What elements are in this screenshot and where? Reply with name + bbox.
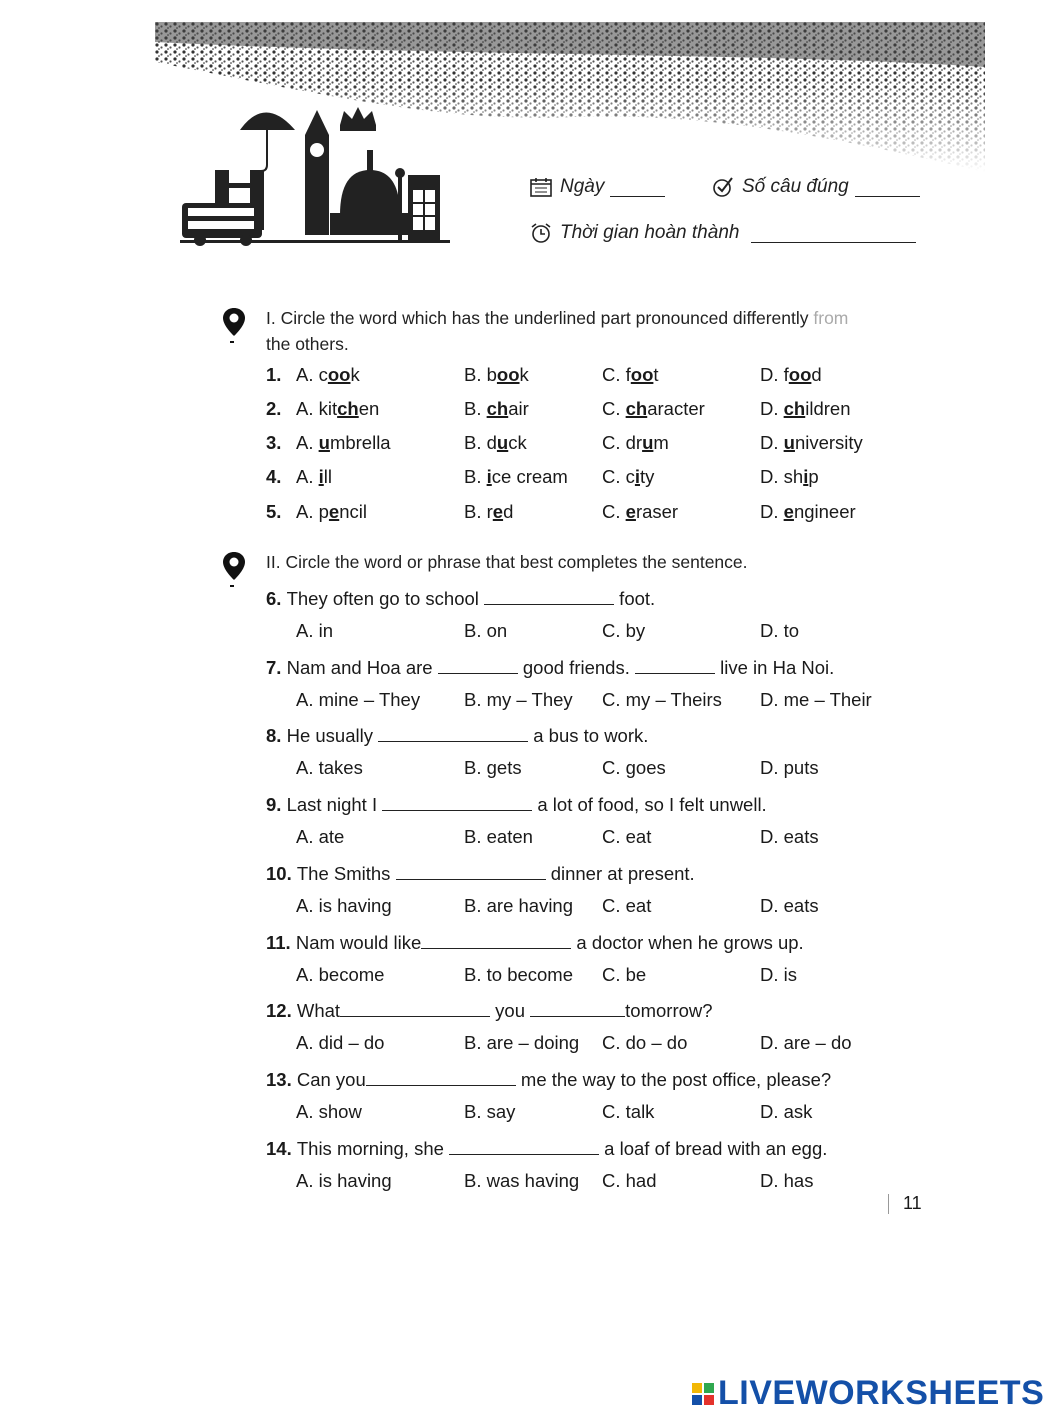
answer-blank[interactable]: [438, 655, 518, 674]
section2-title: II. Circle the word or phrase that best completes the sentence.: [266, 552, 748, 572]
question-sentence: 10. The Smiths dinner at present.: [266, 862, 695, 884]
answer-option[interactable]: D. has: [760, 1169, 814, 1191]
date-blank[interactable]: [610, 178, 665, 197]
date-field: [530, 176, 665, 198]
completion-time-field: [530, 222, 916, 244]
location-pin-icon: [222, 550, 246, 590]
answer-option[interactable]: C. drum: [602, 432, 669, 453]
answer-blank[interactable]: [340, 998, 490, 1017]
question-sentence: 7. Nam and Hoa are good friends. live in Ha Noi.: [266, 656, 835, 678]
question-number-label: 5.: [266, 501, 282, 522]
answer-option[interactable]: A. ate: [296, 826, 345, 848]
question-number-label: 1.: [266, 364, 282, 385]
logo-mark-icon: [692, 1383, 714, 1405]
answer-option[interactable]: D. ship: [760, 466, 819, 487]
answer-option[interactable]: D. eats: [760, 894, 819, 916]
answer-option[interactable]: D. puts: [760, 757, 819, 779]
answer-blank[interactable]: [396, 861, 546, 880]
answer-option[interactable]: B. book: [464, 364, 529, 385]
answer-option[interactable]: C. foot: [602, 364, 659, 385]
answer-option[interactable]: D. university: [760, 432, 863, 453]
question-number-label: 11.: [266, 931, 296, 953]
question-sentence: 13. Can you me the way to the post office, please?: [266, 1068, 832, 1090]
answer-option[interactable]: B. my – They: [464, 688, 573, 710]
correct-count-blank[interactable]: [855, 178, 920, 197]
answer-option[interactable]: C. character: [602, 398, 705, 419]
answer-option[interactable]: C. eat: [602, 826, 652, 848]
answer-option[interactable]: B. was having: [464, 1169, 580, 1191]
question-number: [266, 501, 281, 529]
answer-blank[interactable]: [378, 723, 528, 742]
question-number-label: 12.: [266, 1000, 297, 1022]
question-number-label: 4.: [266, 466, 282, 487]
answer-blank[interactable]: [366, 1067, 516, 1086]
location-pin-icon: [222, 306, 246, 346]
correct-count-label: Số câu đúng: [742, 176, 849, 197]
answer-option[interactable]: A. become: [296, 963, 385, 985]
answer-option[interactable]: B. to become: [464, 963, 574, 985]
answer-option[interactable]: D. eats: [760, 826, 819, 848]
question-number-label: 10.: [266, 862, 297, 884]
answer-option[interactable]: A. is having: [296, 1169, 392, 1191]
answer-option[interactable]: C. talk: [602, 1100, 655, 1122]
answer-option[interactable]: A. show: [296, 1100, 362, 1122]
answer-option[interactable]: C. eat: [602, 894, 652, 916]
answer-option[interactable]: A. is having: [296, 894, 392, 916]
page-number: 11: [888, 1193, 922, 1214]
answer-option[interactable]: A. did – do: [296, 1032, 385, 1054]
answer-option[interactable]: D. me – Their: [760, 688, 872, 710]
question-sentence: 9. Last night I a lot of food, so I felt unwell.: [266, 794, 767, 816]
question-number: [266, 364, 281, 392]
answer-option[interactable]: C. by: [602, 620, 646, 641]
answer-option[interactable]: B. red: [464, 501, 514, 522]
answer-option[interactable]: D. is: [760, 963, 797, 985]
answer-option[interactable]: A. ill: [296, 466, 332, 487]
answer-blank[interactable]: [530, 998, 625, 1017]
answer-option[interactable]: D. are – do: [760, 1032, 852, 1054]
question-number-label: 6.: [266, 588, 287, 609]
liveworksheets-logo: LIVEWORKSHEETS: [692, 1374, 1044, 1413]
question-number-label: 7.: [266, 656, 287, 678]
answer-option[interactable]: C. be: [602, 963, 647, 985]
answer-option[interactable]: C. had: [602, 1169, 657, 1191]
alarm-clock-icon: [530, 222, 552, 244]
answer-option[interactable]: C. do – do: [602, 1032, 688, 1054]
completion-time-label: Thời gian hoàn thành: [560, 222, 740, 243]
question-number-label: 13.: [266, 1068, 297, 1090]
answer-option[interactable]: C. eraser: [602, 501, 679, 522]
calendar-icon: [530, 177, 552, 197]
question-sentence: 11. Nam would like a doctor when he grows up.: [266, 931, 804, 953]
answer-option[interactable]: A. pencil: [296, 501, 367, 522]
question-sentence: 6. They often go to school foot.: [266, 588, 656, 609]
date-label: Ngày: [560, 176, 605, 197]
answer-blank[interactable]: [635, 655, 715, 674]
question-number-label: 2.: [266, 398, 282, 419]
answer-option[interactable]: D. ask: [760, 1100, 813, 1122]
answer-option[interactable]: A. kitchen: [296, 398, 380, 419]
answer-option[interactable]: A. umbrella: [296, 432, 391, 453]
answer-blank[interactable]: [421, 930, 571, 949]
question-number: [266, 398, 281, 426]
answer-blank[interactable]: [382, 792, 532, 811]
answer-blank[interactable]: [484, 586, 614, 605]
question-number-label: 3.: [266, 432, 282, 453]
correct-count-field: [712, 176, 920, 198]
completion-time-blank[interactable]: [751, 224, 916, 243]
answer-option[interactable]: A. cook: [296, 364, 360, 385]
answer-option[interactable]: A. takes: [296, 757, 363, 779]
answer-option[interactable]: D. food: [760, 364, 822, 385]
answer-option[interactable]: B. gets: [464, 757, 522, 779]
answer-option[interactable]: B. chair: [464, 398, 529, 419]
answer-option[interactable]: C. city: [602, 466, 655, 487]
question-number-label: 14.: [266, 1137, 297, 1159]
answer-option[interactable]: B. are having: [464, 894, 574, 916]
check-circle-icon: [712, 176, 734, 198]
answer-option[interactable]: C. my – Theirs: [602, 688, 722, 710]
question-sentence: 14. This morning, she a loaf of bread with an egg.: [266, 1137, 828, 1159]
answer-option[interactable]: C. goes: [602, 757, 666, 779]
answer-option[interactable]: A. mine – They: [296, 688, 421, 710]
question-number-label: 8.: [266, 725, 287, 747]
question-number: [266, 432, 281, 460]
question-number-label: 9.: [266, 794, 287, 816]
london-skyline-illustration: [180, 95, 450, 250]
answer-option[interactable]: B. duck: [464, 432, 527, 453]
answer-option[interactable]: B. ice cream: [464, 466, 568, 487]
answer-option[interactable]: D. children: [760, 398, 851, 419]
answer-option[interactable]: B. on: [464, 620, 508, 641]
answer-option[interactable]: B. eaten: [464, 826, 533, 848]
question-number: [266, 466, 281, 494]
answer-option[interactable]: B. are – doing: [464, 1032, 580, 1054]
question-sentence: 12. What you tomorrow?: [266, 1000, 713, 1022]
answer-blank[interactable]: [449, 1136, 599, 1155]
section1-title: I. Circle the word which has the underlined part pronounced differently from the others.: [266, 308, 849, 354]
question-sentence: 8. He usually a bus to work.: [266, 725, 649, 747]
answer-option[interactable]: B. say: [464, 1100, 516, 1122]
answer-option[interactable]: D. engineer: [760, 501, 856, 522]
answer-option[interactable]: D. to: [760, 620, 800, 641]
answer-option[interactable]: A. in: [296, 620, 334, 641]
